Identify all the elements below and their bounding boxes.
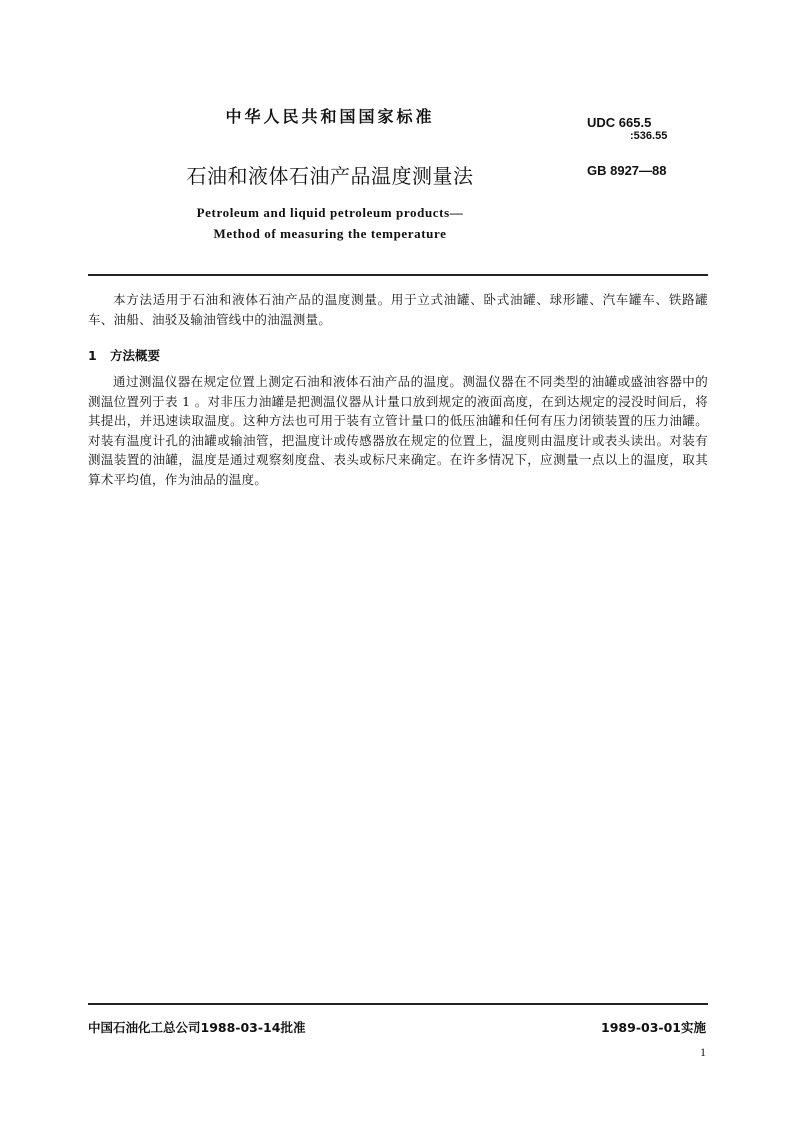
document-title-chinese: 石油和液体石油产品温度测量法 xyxy=(186,164,474,188)
implementation-date: 1989-03-01实施 xyxy=(601,1020,706,1035)
header-divider xyxy=(88,274,708,276)
udc-subcode: :536.55 xyxy=(630,130,668,143)
section-title: 方法概要 xyxy=(110,348,161,363)
approval-statement: 中国石油化工总公司1988-03-14批准 xyxy=(88,1020,306,1035)
gb-standard-code: GB 8927—88 xyxy=(587,163,667,178)
national-standard-heading: 中华人民共和国国家标准 xyxy=(225,107,435,126)
english-title-line-2: Method of measuring the temperature xyxy=(213,226,447,241)
english-title-line-1: Petroleum and liquid petroleum products— xyxy=(196,205,464,220)
document-title-english xyxy=(0,202,660,244)
scope-paragraph: 本方法适用于石油和液体石油产品的温度测量。用于立式油罐、卧式油罐、球形罐、汽车罐车、铁路罐车、油船、油驳及输油管线中的油温测量。 xyxy=(88,292,708,327)
section-1-heading xyxy=(88,346,160,364)
footer-divider xyxy=(88,1003,708,1005)
udc-classification xyxy=(587,116,667,142)
section-1-paragraph: 通过测温仪器在规定位置上测定石油和液体石油产品的温度。测温仪器在不同类型的油罐或盛油容器中的测温位置列于表 1 。对非压力油罐是把测温仪器从计量口放到规定的液面高度，在到达规定的浸没时间后，将其提出，并迅速读取温度。这种方法也可用于装有立管计量口的低压油罐和任何有压力闭锁装置的压力油罐。对装有温度计孔的油罐或输油管，把温度计或传感器放在规定的位置上，温度则由温度计或表头读出。对装有测温装置的油罐，温度是通过观察刻度盘、表头或标尺来确定。在许多情况下，应测量一点以上的温度，取其算术平均值，作为油品的温度。 xyxy=(88,374,708,487)
section-number: 1 xyxy=(88,348,97,363)
udc-code: UDC 665.5 xyxy=(587,115,652,130)
page-number: 1 xyxy=(700,1045,706,1059)
